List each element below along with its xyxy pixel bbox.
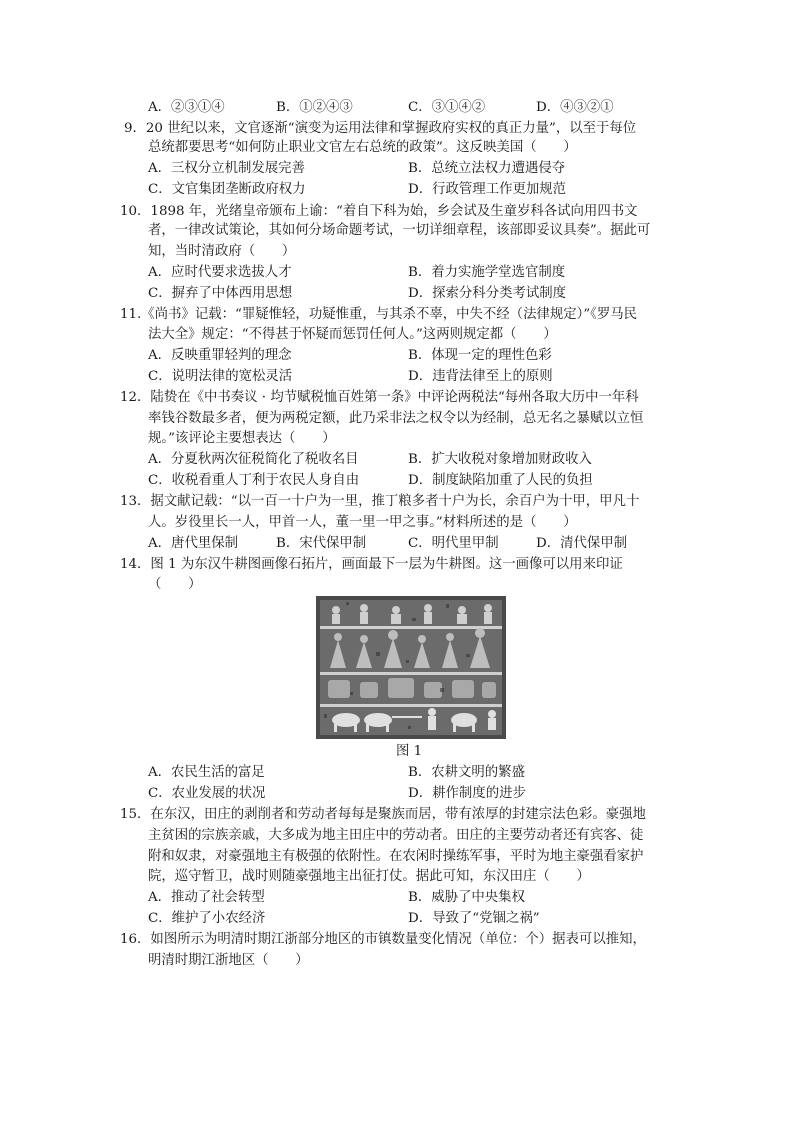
q12-stem-line-3: 规。”该评论主要想表达（ ）	[148, 431, 336, 446]
q12-option-a[interactable]: A．分夏秋两次征税简化了税收名目	[148, 452, 359, 467]
q9-stem-line-1: 9．20 世纪以来，文官逐渐“演变为运用法律和掌握政府实权的真正力量”，以至于每位	[124, 121, 637, 136]
q8-option-c[interactable]: C．③①④②	[408, 100, 486, 115]
ox-plowing-rubbing-image	[316, 596, 506, 739]
q8-option-b[interactable]: B．①②④③	[276, 100, 353, 115]
q11-option-a[interactable]: A．反映重罪轻判的理念	[148, 348, 292, 363]
q11-option-c[interactable]: C．说明法律的宽松灵活	[148, 369, 293, 384]
q9-option-c[interactable]: C．文官集团垄断政府权力	[148, 182, 306, 197]
q13-stem-line-2: 人。岁役里长一人，甲首一人，董一里一甲之事。”材料所述的是（ ）	[148, 515, 577, 530]
q15-option-b[interactable]: B．威胁了中央集权	[408, 890, 525, 905]
q14-option-c[interactable]: C．农业发展的状况	[148, 786, 266, 801]
q16-stem-line-2: 明清时期江浙地区（ ）	[148, 953, 309, 968]
q13-option-b[interactable]: B．宋代保甲制	[276, 536, 367, 551]
q9-option-b[interactable]: B．总统立法权力遭遇侵夺	[408, 161, 566, 176]
q15-stem-line-3: 附和奴隶，对豪强地主有极强的依附性。在农闲时操练军事，平时为地主豪强看家护	[148, 849, 644, 864]
q14-option-d[interactable]: D．耕作制度的进步	[408, 786, 526, 801]
q10-option-d[interactable]: D．探索分科分类考试制度	[408, 286, 567, 301]
q13-option-a[interactable]: A．唐代里保制	[148, 536, 239, 551]
q10-option-b[interactable]: B．着力实施学堂选官制度	[408, 265, 566, 280]
q12-option-b[interactable]: B．扩大收税对象增加财政收入	[408, 452, 592, 467]
q15-stem-line-4: 院，巡守暂卫，战时则随豪强地主出征打仗。据此可知，东汉田庄（ ）	[148, 869, 590, 884]
q9-option-d[interactable]: D．行政管理工作更加规范	[408, 182, 567, 197]
figure-1-caption: 图 1	[396, 744, 423, 759]
q14-stem-line-2: （ ）	[148, 577, 202, 592]
q10-stem-line-3: 知，当时清政府（ ）	[148, 244, 296, 259]
q13-stem-line-1: 13．据文献记载：“以一百一十户为一里，推丁粮多者十户为长，余百户为十甲，甲凡十	[120, 494, 640, 509]
q11-stem-line-2: 法大全》规定：“不得甚于怀疑而惩罚任何人。”这两则规定都（ ）	[148, 327, 557, 342]
q10-stem-line-1: 10．1898 年，光绪皇帝颁布上谕：“着自下科为始，乡会试及生童岁科各试向用四书文	[120, 204, 638, 219]
q11-stem-line-1: 11.《尚书》记载：“罪疑惟轻，功疑惟重，与其杀不辜，中失不经（法律规定）”《罗马民	[120, 307, 638, 322]
q15-option-c[interactable]: C．维护了小农经济	[148, 911, 266, 926]
q16-stem-line-1: 16．如图所示为明清时期江浙部分地区的市镇数量变化情况（单位：个）据表可以推知，	[120, 932, 646, 947]
q9-stem-line-2: 总统都要思考“如何防止职业文官左右总统的政策”。这反映美国（ ）	[148, 140, 577, 155]
q12-stem-line-1: 12．陆贽在《中书奏议 · 均节赋税恤百姓第一条》中评论两税法“每州各取大历中一年科	[120, 390, 639, 405]
q15-option-a[interactable]: A．推动了社会转型	[148, 890, 265, 905]
q8-option-d[interactable]: D．④③②①	[536, 100, 614, 115]
q10-option-c[interactable]: C．摒弃了中体西用思想	[148, 286, 293, 301]
q11-option-d[interactable]: D．违背法律至上的原则	[408, 369, 553, 384]
q15-stem-line-2: 主贫困的宗族亲戚，大多成为地主田庄中的劳动者。田庄的主要劳动者还有宾客、徒	[148, 828, 644, 843]
q14-stem-line-1: 14．图 1 为东汉牛耕图画像石拓片，画面最下一层为牛耕图。这一画像可以用来印证	[120, 557, 623, 572]
q11-option-b[interactable]: B．体现一定的理性色彩	[408, 348, 552, 363]
q15-option-d[interactable]: D．导致了“党锢之祸”	[408, 911, 540, 926]
q10-stem-line-2: 者，一律改试策论，其如何分场命题考试，一切详细章程，该部即妥议具奏”。据此可	[148, 223, 651, 238]
q12-option-c[interactable]: C．收税看重人丁利于农民人身自由	[148, 473, 360, 488]
q9-option-a[interactable]: A．三权分立机制发展完善	[148, 161, 305, 176]
q12-option-d[interactable]: D．制度缺陷加重了人民的负担	[408, 473, 593, 488]
q14-option-a[interactable]: A．农民生活的富足	[148, 765, 265, 780]
q13-option-c[interactable]: C．明代里甲制	[408, 536, 499, 551]
q8-option-a[interactable]: A．②③①④	[148, 100, 225, 115]
q13-option-d[interactable]: D．清代保甲制	[536, 536, 628, 551]
q15-stem-line-1: 15．在东汉，田庄的剥削者和劳动者每每是聚族而居，带有浓厚的封建宗法色彩。豪强地	[120, 807, 646, 822]
q14-option-b[interactable]: B．农耕文明的繁盛	[408, 765, 525, 780]
q12-stem-line-2: 率钱谷数最多者，便为两税定额，此乃采非法之权令以为经制，总无名之暴赋以立恒	[148, 411, 644, 426]
q10-option-a[interactable]: A．应时代要求选拔人才	[148, 265, 292, 280]
